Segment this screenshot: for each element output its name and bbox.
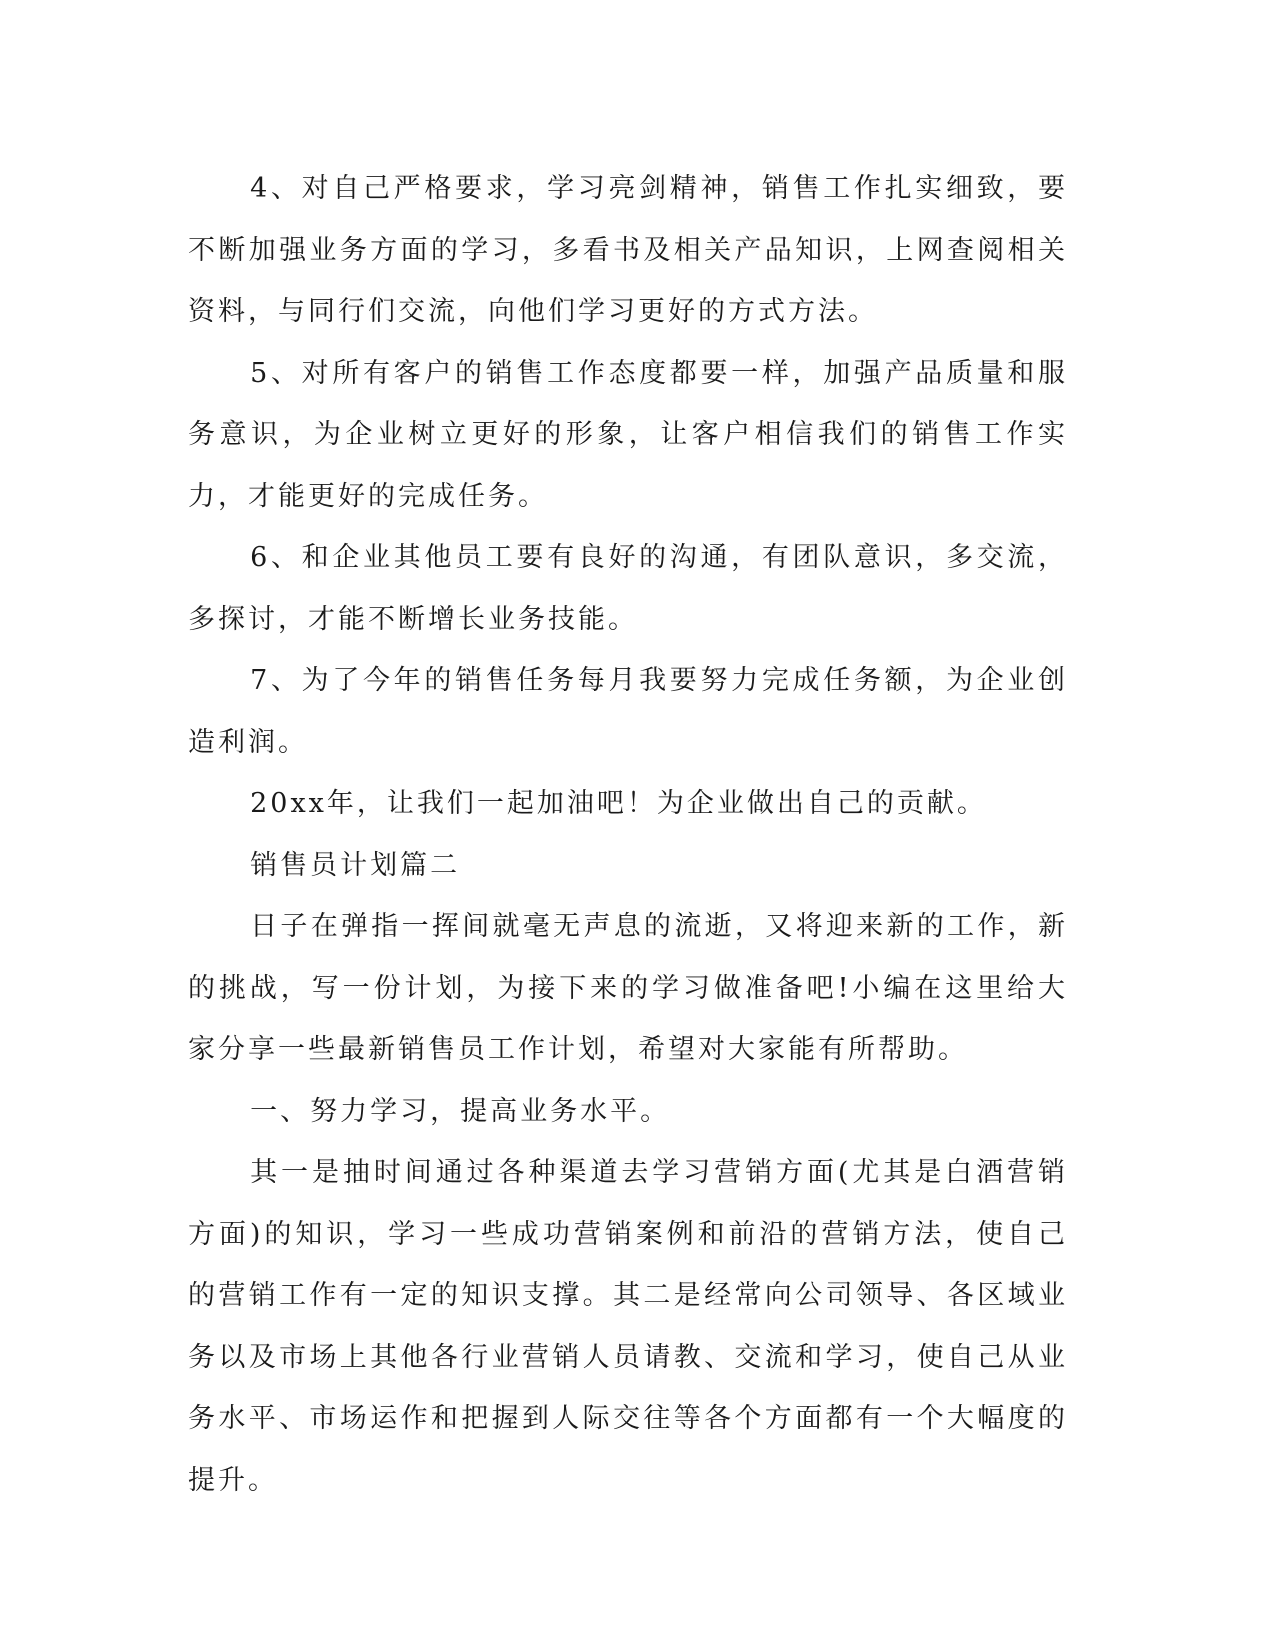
paragraph-item-6: 6、和企业其他员工要有良好的沟通，有团队意识，多交流，多探讨，才能不断增长业务技能。 [188, 542, 1068, 635]
intro-paragraph: 日子在弹指一挥间就毫无声息的流逝，又将迎来新的工作，新的挑战，写一份计划，为接下来的学习做准备吧!小编在这里给大家分享一些最新销售员工作计划，希望对大家能有所帮助。 [188, 911, 1068, 1065]
study-paragraph: 其一是抽时间通过各种渠道去学习营销方面(尤其是白酒营销方面)的知识，学习一些成功营销案例和前沿的营销方法，使自己的营销工作有一定的知识支撑。其二是经常向公司领导、各区域业务以及市场上其他各行业营销人员请教、交流和学习，使自己从业务水平、市场运作和把握到人际交往等各个方面都有一个大幅度的提升。 [188, 1157, 1068, 1496]
subheading-one: 一、努力学习，提高业务水平。 [250, 1095, 671, 1127]
paragraph-item-4: 4、对自己严格要求，学习亮剑精神，销售工作扎实细致，要不断加强业务方面的学习，多看书及相关产品知识，上网查阅相关资料，与同行们交流，向他们学习更好的方式方法。 [188, 173, 1068, 327]
closing-paragraph: 20xx年，让我们一起加油吧！为企业做出自己的贡献。 [250, 788, 987, 819]
paragraph-item-5: 5、对所有客户的销售工作态度都要一样，加强产品质量和服务意识，为企业树立更好的形象，让客户相信我们的销售工作实力，才能更好的完成任务。 [188, 357, 1068, 512]
section-heading: 销售员计划篇二 [250, 849, 461, 881]
document-body [188, 158, 1068, 1511]
paragraph-item-7: 7、为了今年的销售任务每月我要努力完成任务额，为企业创造利润。 [188, 665, 1068, 758]
